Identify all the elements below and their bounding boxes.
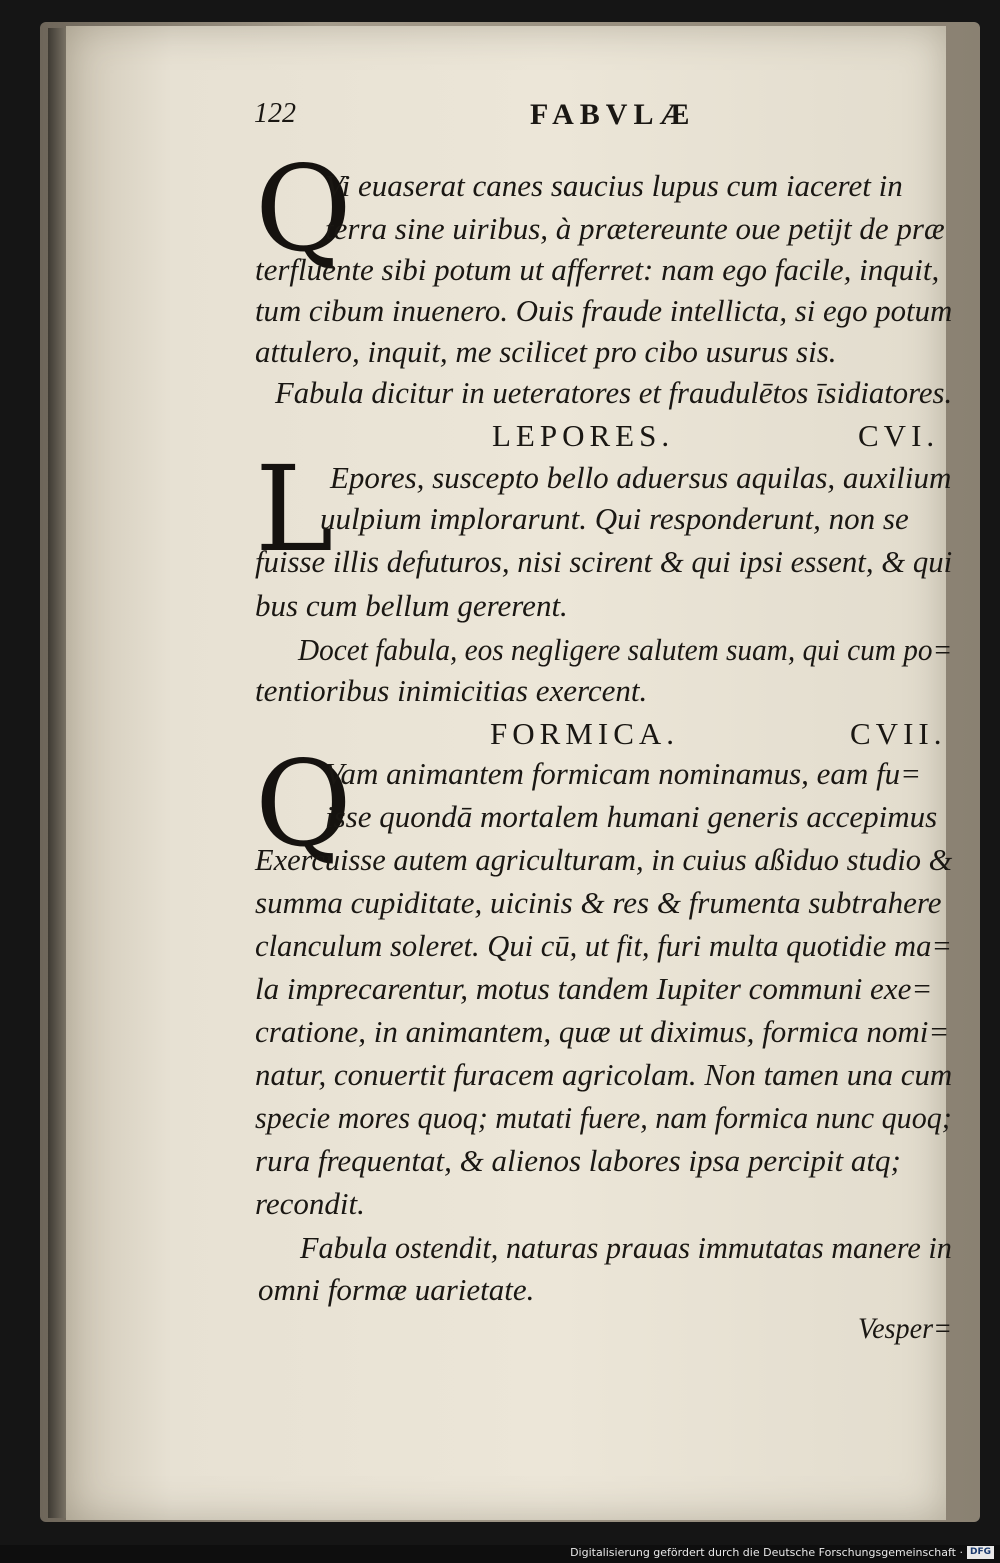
fable-1-line-2: terra sine uiribus, à prætereunte oue petijt de præ xyxy=(325,211,945,246)
fable-1-line-1: Vi euaserat canes saucius lupus cum iaceret in xyxy=(325,168,903,203)
fable-3-line-6: la imprecarentur, motus tandem Iupiter communi exe= xyxy=(255,971,933,1006)
page-number: 122 xyxy=(254,98,296,129)
fable-3-moral-line-2: omni formæ uarietate. xyxy=(258,1272,535,1307)
dfg-logo: DFG xyxy=(967,1546,994,1559)
fable-3-line-11: recondit. xyxy=(255,1186,365,1221)
fable-3-number: CVII. xyxy=(850,716,947,751)
footer-text: Digitalisierung gefördert durch die Deutsche Forschungsgemeinschaft · xyxy=(570,1546,963,1559)
running-title: FABVLÆ xyxy=(530,98,696,131)
fable-1-line-4: tum cibum inuenero. Ouis fraude intellicta, si ego potum xyxy=(255,293,953,328)
fable-3-line-2: isse quondā mortalem humani generis accepimus xyxy=(325,799,938,834)
fable-2-line-2: uulpium implorarunt. Qui responderunt, non se xyxy=(320,501,909,536)
dropcap-fable-2: L xyxy=(255,440,334,578)
catchword: Vesper= xyxy=(858,1312,953,1345)
fable-3-line-3: Exercuisse autem agriculturam, in cuius aßiduo studio & xyxy=(255,842,953,877)
fable-2-number: CVI. xyxy=(858,418,940,453)
fable-3-moral-line-1: Fabula ostendit, naturas prauas immutatas manere in xyxy=(300,1230,952,1265)
fable-3-line-9: specie mores quoq; mutati fuere, nam formica nunc quoq; xyxy=(255,1100,952,1135)
fable-3-line-7: cratione, in animantem, quæ ut diximus, formica nomi= xyxy=(255,1014,950,1049)
fable-3-line-1: Vam animantem formicam nominamus, eam fu= xyxy=(325,756,922,791)
fable-2-title: LEPORES. xyxy=(492,418,675,453)
fable-3-line-4: summa cupiditate, uicinis & res & frumenta subtrahere xyxy=(255,885,942,920)
page-header xyxy=(190,98,950,138)
fable-3-line-8: natur, conuertit furacem agricolam. Non tamen una cum xyxy=(255,1057,953,1092)
fable-2-line-3: fuisse illis defuturos, nisi scirent & qui ipsi essent, & qui xyxy=(255,544,953,579)
footer xyxy=(570,1546,994,1559)
fable-1-moral: Fabula dicitur in ueteratores et fraudulētos īsidiatores. xyxy=(275,375,953,410)
fable-2-moral-line-1: Docet fabula, eos negligere salutem suam, qui cum po= xyxy=(298,632,953,667)
fable-2-line-1: Epores, suscepto bello aduersus aquilas, auxilium xyxy=(330,460,952,495)
fable-3-line-5: clanculum soleret. Qui cū, ut fit, furi multa quotidie ma= xyxy=(255,928,952,963)
fable-3-line-10: rura frequentat, & alienos labores ipsa percipit atq; xyxy=(255,1143,901,1178)
fable-2-line-4: bus cum bellum gererent. xyxy=(255,588,568,623)
fable-2-moral-line-2: tentioribus inimicitias exercent. xyxy=(255,673,648,708)
dropcap-fable-1: Q xyxy=(255,140,352,278)
dropcap-fable-3: Q xyxy=(255,735,352,873)
fable-1-line-5: attulero, inquit, me scilicet pro cibo usurus sis. xyxy=(255,334,837,369)
fable-1-line-3: terfluente sibi potum ut afferret: nam ego facile, inquit, xyxy=(255,252,940,287)
fable-3-title: FORMICA. xyxy=(490,716,680,751)
